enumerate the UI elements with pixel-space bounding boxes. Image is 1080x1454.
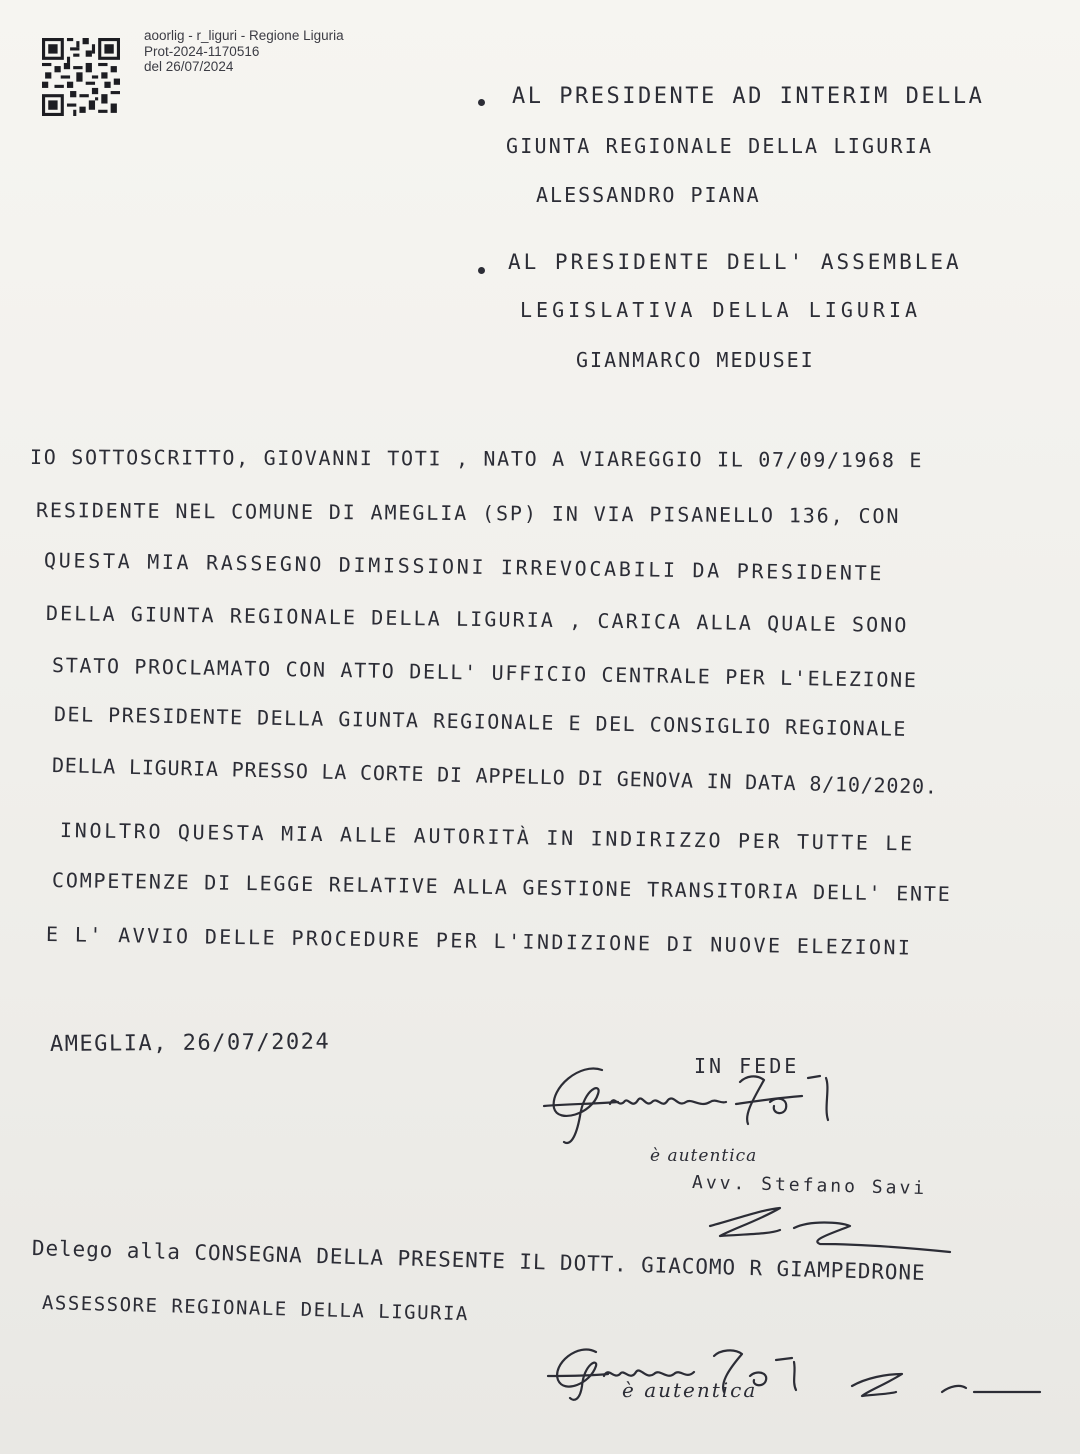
body-line: DELLA GIUNTA REGIONALE DELLA LIGURIA , CARICA ALLA QUALE SONO — [45, 601, 909, 638]
stamp-line-protocol: Prot-2024-1170516 — [144, 43, 260, 59]
authentication-note: è autentica — [650, 1146, 758, 1166]
addressee-1-name: ALESSANDRO PIANA — [536, 183, 761, 207]
delegation-line: ASSESSORE REGIONALE DELLA LIGURIA — [41, 1292, 470, 1326]
signature-giovanni-toti — [540, 1058, 860, 1148]
body-line: E L' AVVIO DELLE PROCEDURE PER L'INDIZIONE DI NUOVE ELEZIONI — [45, 922, 913, 960]
addressee-2-line-2: LEGISLATIVA DELLA LIGURIA — [520, 298, 922, 322]
stamp-line-date: del 26/07/2024 — [144, 59, 234, 74]
body-line: STATO PROCLAMATO CON ATTO DELL' UFFICIO CENTRALE PER L'ELEZIONE — [51, 653, 918, 693]
bullet-icon — [478, 267, 485, 274]
addressee-2-name: GIANMARCO MEDUSEI — [576, 348, 815, 372]
closing-in-fede: IN FEDE — [694, 1054, 800, 1078]
stamp-line-office: aoorlig - r_liguri - Regione Liguria — [144, 28, 344, 43]
body-line: IO SOTTOSCRITTO, GIOVANNI TOTI , NATO A VIAREGGIO IL 07/09/1968 E — [29, 445, 924, 473]
body-line: RESIDENTE NEL COMUNE DI AMEGLIA (SP) IN VIA PISANELLO 136, CON — [35, 498, 901, 529]
signature-lawyer — [700, 1200, 970, 1260]
addressee-1-line-2: GIUNTA REGIONALE DELLA LIGURIA — [506, 134, 934, 158]
body-line: INOLTRO QUESTA MIA ALLE AUTORITÀ IN INDIRIZZO PER TUTTE LE — [59, 818, 916, 856]
body-line: DELLA LIGURIA PRESSO LA CORTE DI APPELLO DI GENOVA IN DATA 8/10/2020. — [51, 753, 939, 799]
body-line: QUESTA MIA RASSEGNO DIMISSIONI IRREVOCABILI DA PRESIDENTE — [43, 548, 885, 586]
bottom-authentication-note: è autentica — [622, 1378, 758, 1402]
place-date: AMEGLIA, 26/07/2024 — [49, 1029, 331, 1057]
lawyer-note: Avv. Stefano Savi — [691, 1172, 928, 1200]
signature-lawyer-bottom — [846, 1366, 1046, 1406]
delegation-line: Delego alla CONSEGNA DELLA PRESENTE IL DOTT. GIACOMO R GIAMPEDRONE — [31, 1236, 926, 1285]
bullet-icon — [478, 99, 485, 106]
body-line: COMPETENZE DI LEGGE RELATIVE ALLA GESTIONE TRANSITORIA DELL' ENTE — [51, 868, 952, 907]
addressee-2-line-1: AL PRESIDENTE DELL' ASSEMBLEA — [508, 250, 962, 274]
addressee-1-line-1: AL PRESIDENTE AD INTERIM DELLA — [512, 84, 985, 109]
qr-code-icon — [42, 38, 120, 116]
body-line: DEL PRESIDENTE DELLA GIUNTA REGIONALE E DEL CONSIGLIO REGIONALE — [53, 702, 908, 741]
protocol-stamp — [144, 28, 344, 75]
